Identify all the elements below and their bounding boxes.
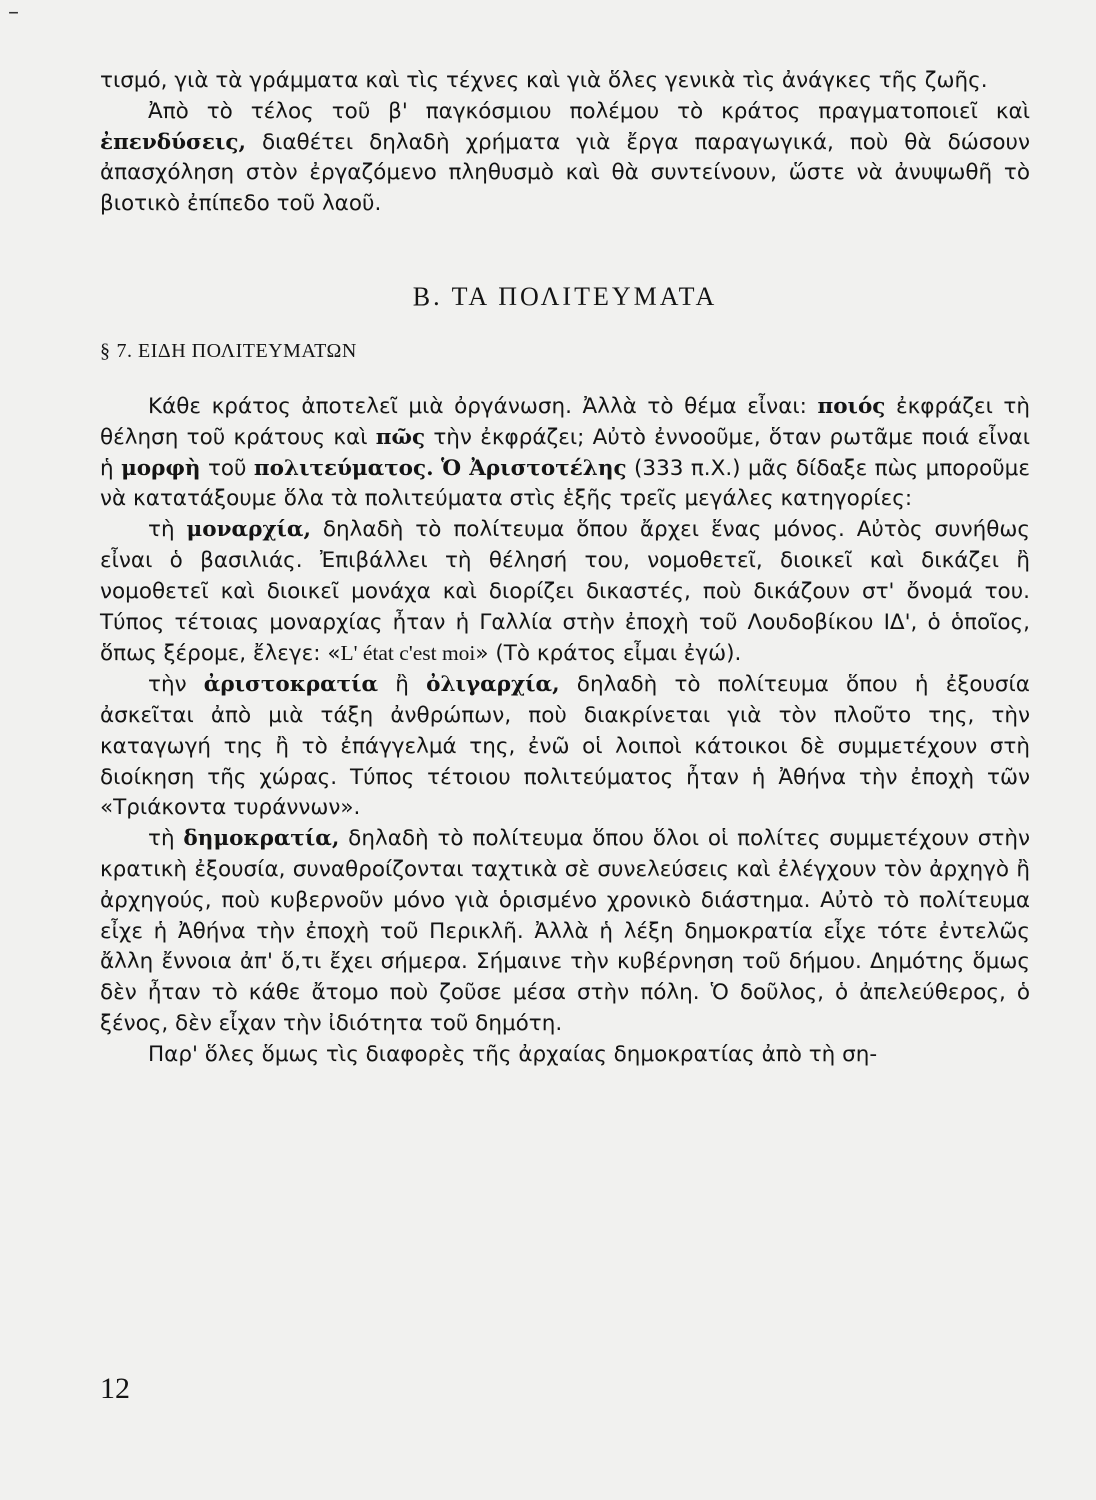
body-paragraph-democracy xyxy=(100,824,1030,1040)
text-run: δηλαδὴ τὸ πολίτευμα ὅπου ἄρχει ἕνας μόνος. Αὐτὸς συνήθως εἶναι ὁ βασιλιάς. Ἐπιβάλλει τὴ θέλησή του, νομοθετεῖ, διοικεῖ καὶ δικάζει ἢ νομοθετεῖ καὶ διοικεῖ μονάχα καὶ διορίζει δικαστές, ποὺ δικάζουν στ' ὄνομά του. Τύπος τέτοιας μοναρχίας ἦταν ἡ Γαλλία στὴν ἐποχὴ τοῦ Λουδοβίκου ΙΔ', ὁ ὁποῖος, ὅπως ξέρομε, ἔλεγε: « xyxy=(100,517,1031,667)
term-aristotle: Ὁ Ἀριστοτέλης xyxy=(441,455,627,481)
text-run: δηλαδὴ τὸ πολίτευμα ὅπου ἡ ἐξουσία ἀσκεῖται ἀπὸ μιὰ τάξη ἀνθρώπων, ποὺ διακρίνεται γιὰ τὸν πλοῦτο της, τὴν καταγωγή της ἢ τὸ ἐπάγγελμά της, ἐνῶ οἱ λοιποὶ κάτοικοι δὲ συμμετέχουν στὴ διοίκηση τῆς χώρας. Τύπος τέτοιου πολιτεύματος ἦταν ἡ Ἀθήνα τὴν ἐποχὴ τῶν «Τριάκοντα τυράννων». xyxy=(100,672,1030,821)
text-run: τὴν ἐκφράζει; Αὐτὸ ἐννοοῦμε, ὅταν ρωτᾶμε ποιά εἶναι ἡ xyxy=(100,424,1030,481)
term-democracy: δημοκρατία, xyxy=(183,826,340,852)
term-who: ποιός xyxy=(817,393,886,419)
body-paragraph-last: Παρ' ὅλες ὅμως τὶς διαφορὲς τῆς ἀρχαίας δημοκρατίας ἀπὸ τὴ ση- xyxy=(148,1041,878,1067)
section-symbol: § xyxy=(100,339,111,362)
paragraph-heading-text: 7. ΕΙΔΗ ΠΟΛΙΤΕΥΜΑΤΩΝ xyxy=(116,339,357,362)
term-monarchy: μοναρχία, xyxy=(186,517,311,543)
page-number: 12 xyxy=(100,1372,130,1405)
text-run: (333 π.Χ.) μᾶς δίδαξε πὼς μποροῦμε νὰ κατατάξουμε ὅλα τὰ πολιτεύματα στὶς ἑξῆς τρεῖς μεγάλες κατηγορίες: xyxy=(100,455,1030,512)
text-run: » (Τὸ κράτος εἶμαι ἐγώ). xyxy=(475,641,742,667)
text-run: διαθέτει δηλαδὴ χρήματα γιὰ ἔργα παραγωγικά, ποὺ θὰ δώσουν ἀπασχόληση στὸν ἐργαζόμενο πληθυσμὸ καὶ θὰ συντείνουν, ὥστε νὰ ἀνυψωθῆ τὸ βιοτικὸ ἐπίπεδο τοῦ λαοῦ. xyxy=(100,129,1030,217)
term-how: πῶς xyxy=(375,424,426,450)
body-paragraph-1 xyxy=(100,392,1030,515)
text-run: ἐκφράζει τὴ θέληση τοῦ κράτους καὶ xyxy=(100,393,1030,450)
text-run: τοῦ xyxy=(200,455,254,481)
text-run: Ἀπὸ τὸ τέλος τοῦ β' παγκόσμιου πολέμου τὸ κράτος πραγματοποιεῖ καὶ xyxy=(148,98,1030,124)
text-run: τὴ xyxy=(148,517,187,543)
body-paragraph-monarchy xyxy=(100,515,1030,670)
section-title: Β. ΤΑ ΠΟΛΙΤΕΥΜΑΤΑ xyxy=(412,281,718,311)
text-run: δηλαδὴ τὸ πολίτευμα ὅπου ὅλοι οἱ πολίτες συμμετέχουν στὴν κρατικὴ ἐξουσία, συναθροίζονται ταχτικὰ σὲ συνελεύσεις καὶ ἐλέγχουν τὸν ἀρχηγὸ ἢ ἀρχηγούς, ποὺ κυβερνοῦν μόνο γιὰ ὁρισμένο χρονικὸ διάστημα. Αὐτὸ τὸ πολίτευμα εἶχε ἡ Ἀθήνα τὴν ἐποχὴ τοῦ Περικλῆ. Ἀλλὰ ἡ λέξη δημοκρατία εἶχε τότε ἐντελῶς ἄλλη ἔννοια ἀπ' ὅ,τι ἔχει σήμερα. Σήμαινε τὴν κυβέρνηση τοῦ δήμου. Δημότης ὅμως δὲν ἦταν τὸ κάθε ἄτομο ποὺ ζοῦσε μέσα στὴν πόλη. Ὁ δοῦλος, ὁ ἀπελεύθερος, ὁ ξένος, δὲν εἶχαν τὴν ἰδιότητα τοῦ δημότη. xyxy=(100,826,1030,1036)
paragraph-heading xyxy=(100,336,1030,366)
french-quote: L' état c'est moi xyxy=(340,641,476,666)
term-form: μορφὴ xyxy=(121,455,201,481)
term-aristocracy: ἀριστοκρατία xyxy=(203,672,379,698)
text-run xyxy=(434,456,441,481)
text-run: τὴν xyxy=(148,672,204,698)
page-body xyxy=(100,66,1030,1071)
term-oligarchy: ὀλιγαρχία, xyxy=(426,672,560,698)
term-polity: πολιτεύματος. xyxy=(253,455,434,481)
text-run: τὴ xyxy=(148,826,184,852)
intro-paragraph-1: τισμό, γιὰ τὰ γράμματα καὶ τὶς τέχνες καὶ γιὰ ὅλες γενικὰ τὶς ἀνάγκες τῆς ζωῆς. xyxy=(100,68,988,93)
text-run: Κάθε κράτος ἀποτελεῖ μιὰ ὀργάνωση. Ἀλλὰ τὸ θέμα εἶναι: xyxy=(148,393,818,419)
corner-mark: – xyxy=(8,0,19,25)
term-investments: ἐπενδύσεις, xyxy=(100,129,246,155)
text-run: ἢ xyxy=(378,672,427,698)
body-paragraph-aristocracy xyxy=(100,670,1030,824)
intro-paragraph-2 xyxy=(100,97,1030,220)
